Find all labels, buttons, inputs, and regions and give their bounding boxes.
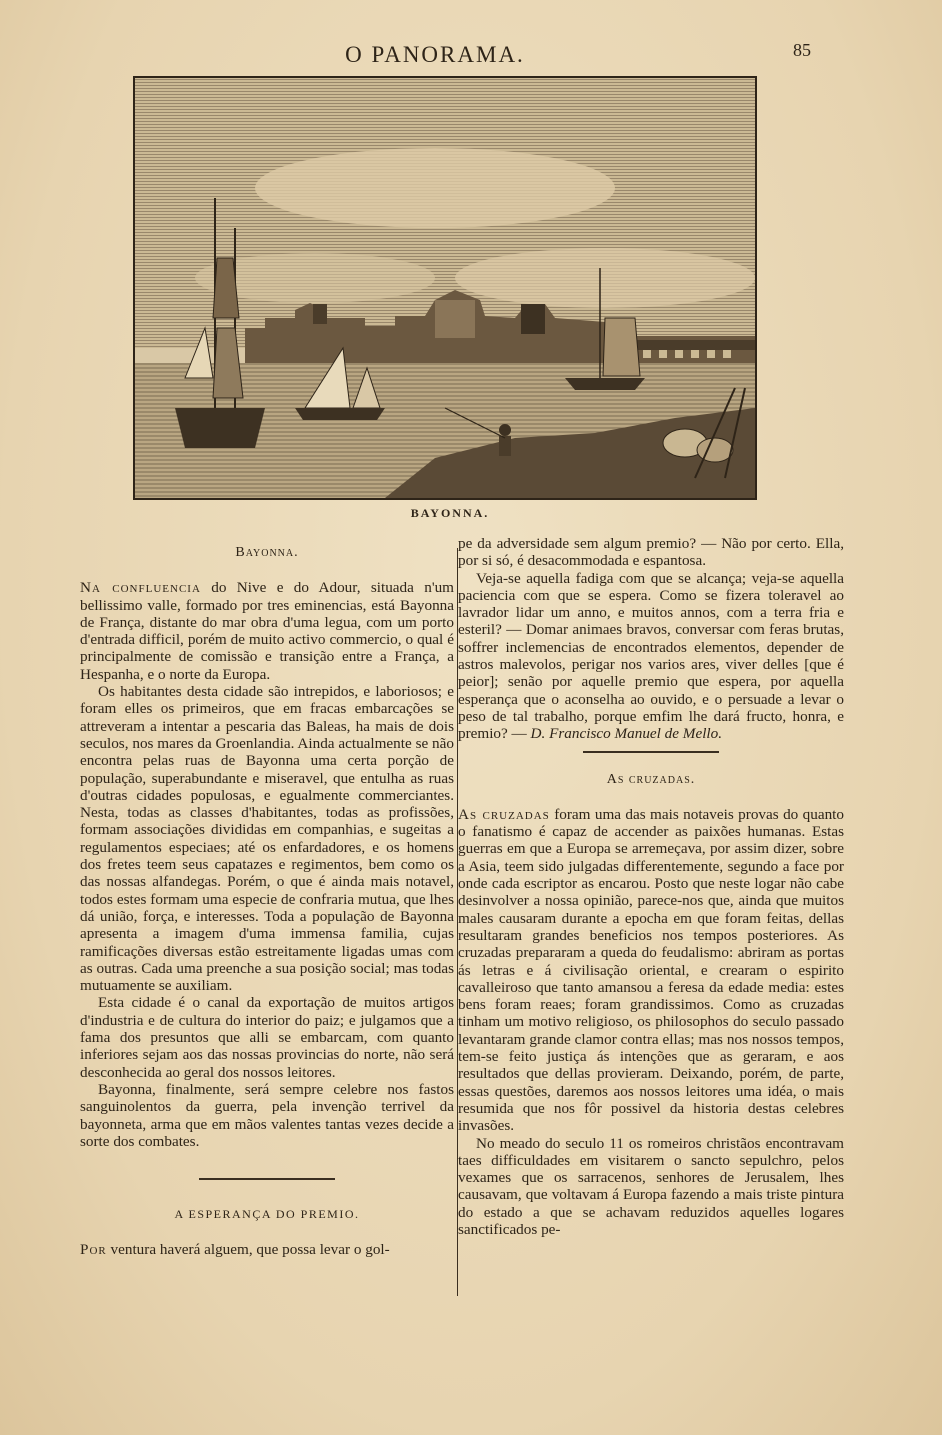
- bayonna-paragraph-3: Esta cidade é o canal da exportação de muitos artigos d'industria e de cultura do interior do paiz; e julgamos que a fama dos presuntos que alli se embarcam, com quanto inferiores sejam aos das nossas provincias do norte, não será desconhecida ao geral dos nossos leitores.: [80, 994, 454, 1081]
- section-separator: [199, 1178, 335, 1180]
- esperanca-paragraph-1-text: ventura haverá alguem, que possa levar o gol-: [106, 1241, 390, 1259]
- esperanca-author: D. Francisco Manuel de Mello.: [530, 725, 723, 743]
- bayonna-paragraph-4: Bayonna, finalmente, será sempre celebre nos fastos sanguinolentos da guerra, pela invenção terrivel da bayonneta, arma que em mãos valentes tantas vezes decide a sorte dos combates.: [80, 1080, 454, 1150]
- section-title-esperanca: A ESPERANÇA DO PREMIO.: [174, 1207, 360, 1222]
- section-separator-right: [583, 751, 719, 753]
- cruzadas-paragraph-1-text: foram uma das mais notaveis provas do quanto o fanatismo é capaz de accender as paixões humanas. Estas guerras em que a Europa se arremeçava, por assim dizer, sobre a Asia, teem sido julgadas differentemente, segundo a face por onde cada escriptor as encarou. Posto que neste logar não cabe desinvolver a nossa opinião, parece-nos que, ainda que muitos males causaram durante a epocha em que foram feitas, dellas resultaram grandes beneficios nos tempos posteriores. As cruzadas prepararam a queda do feudalismo: abriram as portas ás letras e á civilisação oriental, e crearam o espirito cavalleiroso que tanto amansou a feresa da edade media: estes bens foram reaes; foram grandissimos. Como as cruzadas tinham um motivo religioso, os philosophos do seculo passado levantaram grande clamor contra ellas; mas nos nossos tempos, tem-se feito justiça ás intenções que as geraram, e aos resultados que dellas provieram. Deixando, porém, de parte, essas questões, daremos aos nossos leitores uma idéa, o mais resumida que nos fôr possivel da historia destas celebres invasões.: [458, 805, 844, 1135]
- cruzadas-lead-words: As cruzadas: [458, 805, 550, 823]
- esperanca-lead-word: Por: [80, 1241, 107, 1259]
- bayonna-paragraph-2: Os habitantes desta cidade são intrepidos, e laboriosos; e foram elles os primeiros, que em fracas embarcações se attreveram a intentar a pescaria das Baleas, ha mais de dois seculos, nos mares da Groenlandia. Ainda actualmente se não encontra pelas ruas de Bayonna uma certa porção de população, superabundante e miseravel, que entulha as ruas d'outras cidades populosas, e egualmente commerciantes. Nesta, todas as classes d'habitantes, todas as profissões, formam associações divididas em companhias, e sugeitas a regulamentos especiaes; até os enfardadores, e os homens dos fretes teem seus capatazes e regimentos, bem como os das nossas alfandegas. Porém, o que é ainda mais notavel, todos estes formam uma especie de confraria mutua, que lhes dá união, força, e interesses. Toda a população de Bayonna apresenta a imagem d'uma immensa familia, cujas ramificações diversas estão estreitamente ligadas umas com as outras. Cada uma preenche a sua posição social; mas todas mutuamente se auxiliam.: [80, 683, 454, 995]
- cruzadas-paragraph-1: [458, 806, 844, 1135]
- cruzadas-paragraph-2: No meado do seculo 11 os romeiros christãos encontravam taes difficuldades em visitarem o sancto sepulchro, pelos vexames que os sarracenos, senhores de Jerusalem, lhes causavam, que voltavam á Europa fazendo a mais triste pintura do estado a que se achavam reduzidos aquelles logares sanctificados pe-: [458, 1134, 844, 1238]
- page-header-title: O PANORAMA.: [345, 42, 525, 67]
- esperanca-continuation-2: [458, 570, 844, 743]
- bayonna-paragraph-1-text: do Nive e do Adour, situada n'um bellissimo valle, formado por tres eminencias, está Bayonna de França, distante do mar obra d'uma legua, com um porto d'entrada difficil, porém de muito activo commercio, o qual é principalmente de comissão e transição entre a França, a Hespanha, e o norte da Europa.: [80, 579, 454, 683]
- bayonna-engraving: [133, 76, 757, 500]
- esperanca-continuation-2-text: Veja-se aquella fadiga com que se alcança; veja-se aquella paciencia com que se espera. Como se fizera toleravel ao lavrador lidar um anno, e muitos annos, com a terra fria e esteril? — Domar animaes bravos, conversar com feras brutas, soffrer inclemencias de encontrados elementos, depender de astros malevolos, perigar nos varios ares, viver delles [que é peior]; senão por aquelle premio que espera, por aquella esperança que o aconselha ao ouvido, e o persuade a levar o peso de tal trabalho, porque emfim lhe dará fructo, honra, e premio? —: [458, 569, 844, 743]
- section-title-bayonna: Bayonna.: [235, 545, 299, 560]
- section-title-cruzadas: As cruzadas.: [606, 771, 696, 787]
- engraving-caption: BAYONNA.: [410, 506, 490, 520]
- esperanca-continuation-1: pe da adversidade sem algum premio? — Não por certo. Ella, por si só, é desacommodada e espantosa.: [458, 535, 844, 570]
- bayonna-lead-words: Na confluencia: [80, 579, 201, 597]
- page-number: 85: [793, 40, 811, 60]
- bayonna-paragraph-1: [80, 579, 454, 683]
- esperanca-paragraph-1: [80, 1241, 454, 1258]
- right-column: [458, 535, 844, 1238]
- left-column: [80, 540, 454, 1259]
